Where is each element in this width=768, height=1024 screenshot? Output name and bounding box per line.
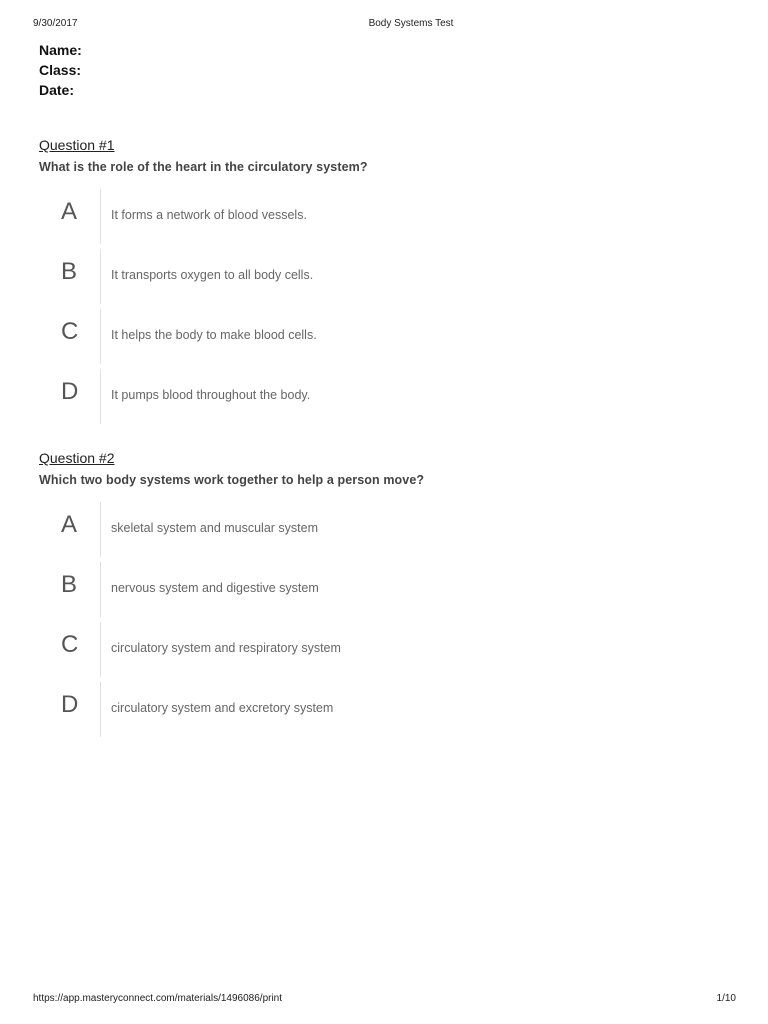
answer-choice-a[interactable] [39, 189, 739, 244]
answer-choice-c[interactable] [39, 309, 739, 364]
choice-text: skeletal system and muscular system [111, 521, 319, 535]
answer-choice-b[interactable] [39, 562, 739, 617]
question-number: Question #1 [39, 137, 115, 153]
choice-letter: B [61, 258, 78, 285]
question-number: Question #2 [39, 450, 115, 466]
choice-text: It pumps blood throughout the body. [111, 388, 311, 402]
choice-text: It helps the body to make blood cells. [111, 328, 317, 342]
answer-choice-d[interactable] [39, 369, 739, 424]
choice-divider [100, 622, 101, 677]
choice-divider [100, 369, 101, 424]
question-prompt: Which two body systems work together to help a person move? [39, 473, 425, 487]
answer-choice-c[interactable] [39, 622, 739, 677]
choice-letter: A [61, 198, 78, 225]
choice-letter: A [61, 511, 78, 538]
page-number: 1/10 [716, 993, 736, 1004]
choice-divider [100, 249, 101, 304]
answer-choice-b[interactable] [39, 249, 739, 304]
choice-text: It forms a network of blood vessels. [111, 208, 307, 222]
choice-text: nervous system and digestive system [111, 581, 319, 595]
answer-choices [39, 189, 739, 424]
choice-letter: D [61, 378, 79, 405]
choice-letter: D [61, 691, 79, 718]
choice-divider [100, 682, 101, 737]
choice-divider [100, 189, 101, 244]
student-info-fields [39, 40, 82, 100]
choice-text: circulatory system and excretory system [111, 701, 334, 715]
choice-letter: B [61, 571, 78, 598]
choice-letter: C [61, 631, 79, 658]
date-label: Date: [39, 82, 75, 98]
document-title: Body Systems Test [368, 18, 454, 29]
name-label: Name: [39, 42, 82, 58]
question-2 [39, 449, 739, 742]
question-1 [39, 136, 739, 429]
choice-divider [100, 502, 101, 557]
choice-text: It transports oxygen to all body cells. [111, 268, 314, 282]
print-date: 9/30/2017 [33, 18, 78, 29]
class-label: Class: [39, 62, 82, 78]
question-prompt: What is the role of the heart in the circulatory system? [39, 160, 368, 174]
answer-choices [39, 502, 739, 737]
choice-letter: C [61, 318, 79, 345]
choice-divider [100, 562, 101, 617]
answer-choice-d[interactable] [39, 682, 739, 737]
answer-choice-a[interactable] [39, 502, 739, 557]
choice-text: circulatory system and respiratory system [111, 641, 341, 655]
choice-divider [100, 309, 101, 364]
page-url: https://app.masteryconnect.com/materials/1496086/print [33, 993, 283, 1004]
